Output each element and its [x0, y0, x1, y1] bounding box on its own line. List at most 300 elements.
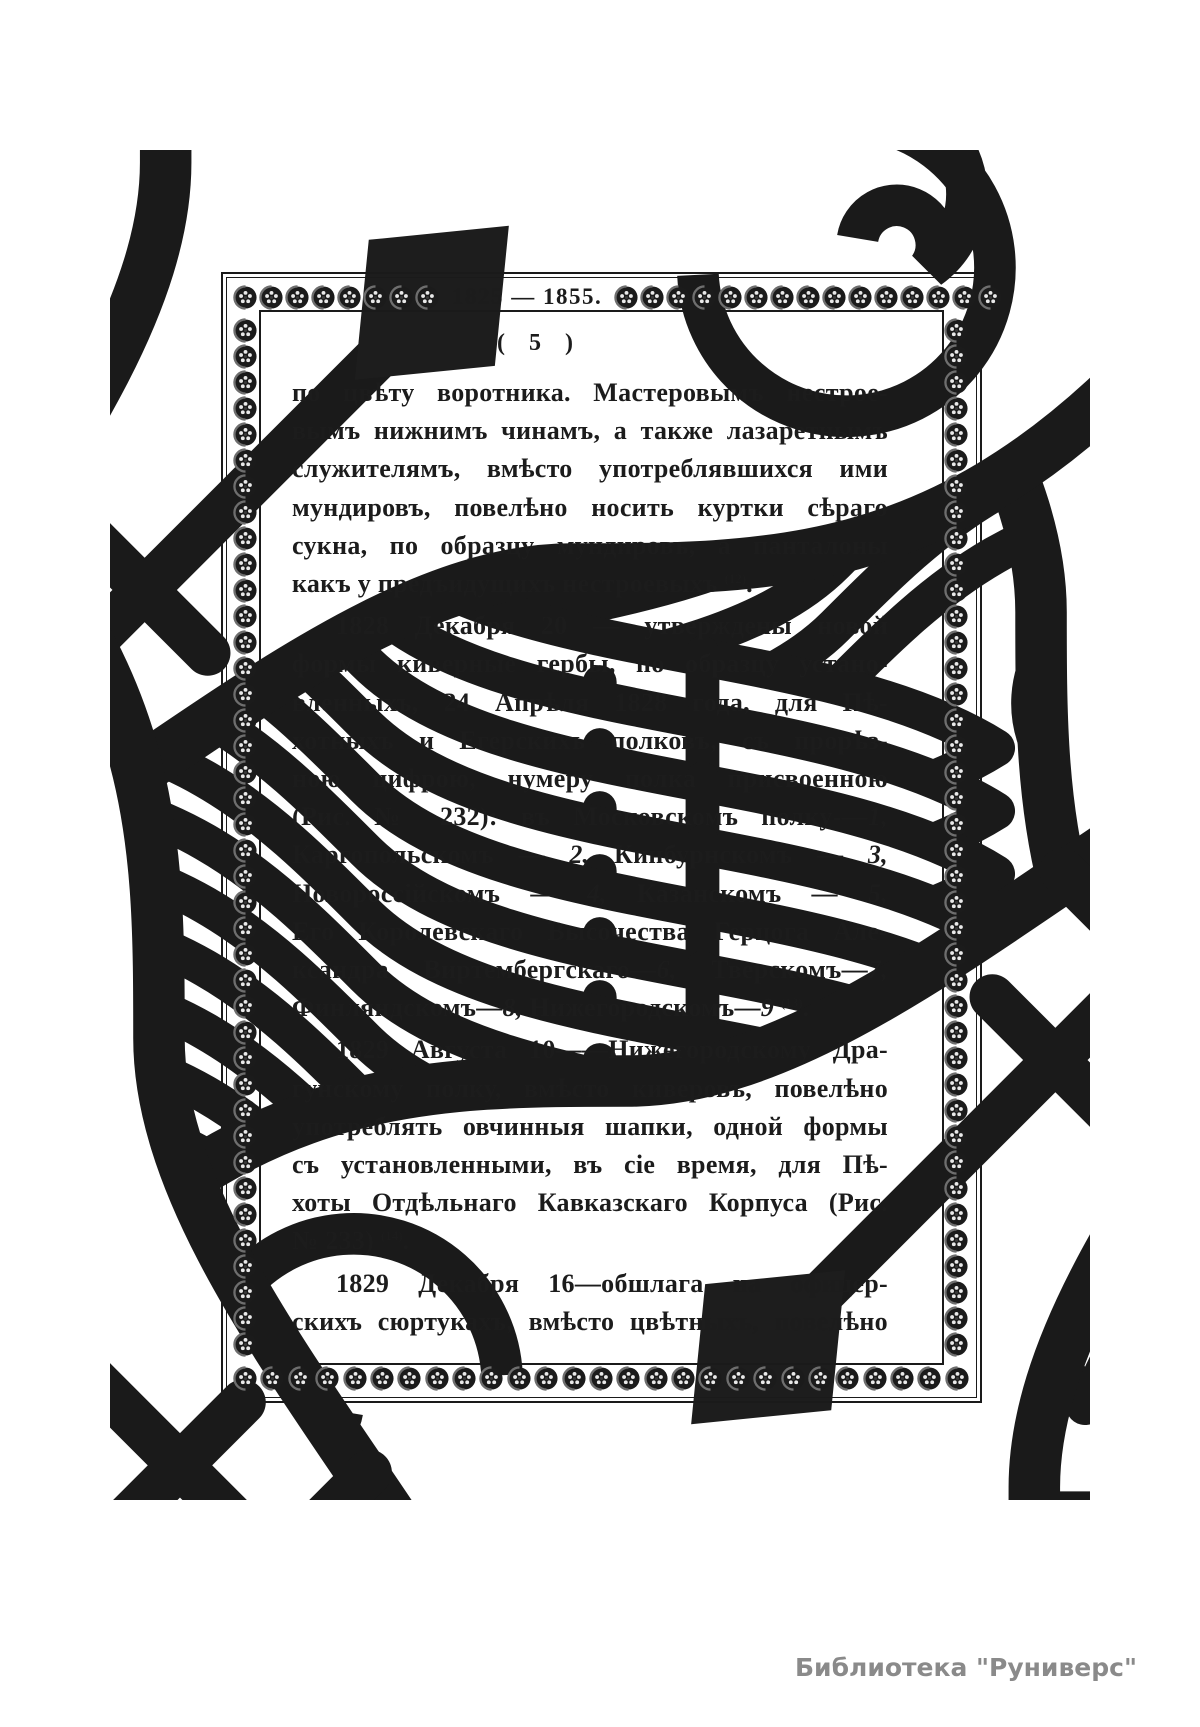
rosette-icon	[944, 500, 969, 525]
text-run: Кинбурнскомъ —	[589, 840, 868, 870]
rosette-icon	[233, 1046, 258, 1071]
rosette-icon	[809, 1367, 831, 1389]
rosette-icon	[945, 475, 967, 497]
text-line	[292, 527, 888, 565]
rosette-icon	[850, 286, 872, 308]
rosette-icon	[945, 995, 967, 1017]
rosette-icon	[945, 1203, 967, 1225]
text-line	[292, 798, 888, 836]
rosette-icon	[808, 1366, 833, 1391]
text-line	[292, 684, 888, 722]
rosette-icon	[234, 1367, 256, 1389]
text-line	[292, 722, 888, 760]
rosette-icon	[944, 552, 969, 577]
rosette-column	[944, 318, 970, 1357]
rosette-icon	[481, 1367, 503, 1389]
rosette-icon	[233, 1228, 258, 1253]
rosette-icon	[234, 761, 256, 783]
rosette-icon	[234, 371, 256, 393]
text-run: 3,	[867, 840, 888, 870]
text-line	[292, 1070, 888, 1108]
rosette-group-right-of-date	[614, 285, 1003, 310]
rosette-icon	[234, 839, 256, 861]
rosette-icon	[233, 474, 258, 499]
rosette-icon	[233, 1202, 258, 1227]
rosette-icon	[233, 786, 258, 811]
rosette-icon	[944, 344, 969, 369]
rosette-icon	[233, 708, 258, 733]
rosette-icon	[233, 864, 258, 889]
text-run: мундировъ, повелѣно носить куртки сѣраго	[292, 492, 888, 522]
rosette-icon	[945, 865, 967, 887]
text-line	[292, 1184, 888, 1222]
text-line	[292, 951, 888, 989]
text-run: какъ у предъидущихъ нестроевыхъ	[292, 569, 725, 599]
text-line	[292, 1031, 888, 1069]
rosette-icon	[666, 285, 691, 310]
text-line	[292, 1265, 888, 1303]
rosette-icon	[863, 1366, 888, 1391]
rosette-icon	[233, 396, 258, 421]
rosette-icon	[234, 709, 256, 731]
rosette-icon	[370, 1366, 395, 1391]
text-run: Новороссійскомъ —	[292, 878, 587, 908]
rosette-icon	[822, 285, 847, 310]
rosette-icon	[399, 1367, 421, 1389]
rosette-icon	[234, 995, 256, 1017]
rosette-icon	[945, 527, 967, 549]
rosette-icon	[944, 526, 969, 551]
rosette-icon	[233, 1020, 258, 1045]
rosette-icon	[945, 839, 967, 861]
rosette-band-left	[233, 318, 259, 1357]
rosette-icon	[234, 1047, 256, 1069]
rosette-icon	[900, 285, 925, 310]
text-run: вымъ нижнимъ чинамъ, а также лазаретнымъ	[292, 416, 888, 446]
rosette-icon	[233, 500, 258, 525]
rosette-icon	[944, 812, 969, 837]
date-range-header: 1825 — 1855.	[452, 284, 603, 309]
rosette-icon	[945, 1255, 967, 1277]
rosette-icon	[616, 1366, 641, 1391]
text-run: 1828 Декабря 20 — утверждены новой	[336, 611, 888, 641]
text-line	[292, 607, 888, 645]
rosette-icon	[945, 1177, 967, 1199]
rosette-icon	[234, 1333, 256, 1355]
rosette-icon	[864, 1367, 886, 1389]
text-run: .	[802, 993, 810, 1023]
rosette-icon	[945, 761, 967, 783]
rosette-icon	[312, 286, 334, 308]
rosette-icon	[944, 994, 969, 1019]
rosette-icon	[285, 285, 310, 310]
rosette-icon	[944, 1150, 969, 1175]
rosette-icon	[946, 1367, 968, 1389]
rosette-icon	[233, 734, 258, 759]
text-line	[292, 450, 888, 488]
rosette-icon	[234, 657, 256, 679]
rosette-icon	[233, 682, 258, 707]
rosette-icon	[234, 527, 256, 549]
rosette-icon	[618, 1367, 640, 1389]
rosette-icon	[944, 864, 969, 889]
rosette-icon	[944, 396, 969, 421]
rosette-icon	[944, 1228, 969, 1253]
rosette-icon	[945, 813, 967, 835]
rosette-icon	[397, 1366, 422, 1391]
rosette-icon	[642, 286, 664, 308]
paragraph	[292, 1265, 888, 1341]
rosette-icon	[671, 1366, 696, 1391]
rosette-icon	[234, 1073, 256, 1095]
text-line	[292, 989, 888, 1031]
rosette-icon	[668, 286, 690, 308]
text-run: гунскому полку, вмѣсто киверовъ, повелѣно	[292, 1073, 888, 1103]
rosette-icon	[945, 657, 967, 679]
paragraph	[292, 607, 888, 1031]
text-line	[292, 374, 888, 412]
text-run: 4,	[586, 878, 607, 908]
rosette-icon	[945, 917, 967, 939]
rosette-icon	[426, 1367, 448, 1389]
rosette-icon	[945, 579, 967, 601]
rosette-icon	[234, 1229, 256, 1251]
text-line	[292, 1146, 888, 1184]
rosette-icon	[919, 1367, 941, 1389]
rosette-icon	[233, 942, 258, 967]
rosette-icon	[928, 286, 950, 308]
rosette-icon	[891, 1367, 913, 1389]
rosette-icon	[233, 422, 258, 447]
rosette-icon	[944, 734, 969, 759]
text-run: 1829 Августа 10——Нижегородскому Дра-	[336, 1035, 888, 1065]
rosette-icon	[944, 1098, 969, 1123]
rosette-icon	[233, 1124, 258, 1149]
text-line	[292, 565, 888, 607]
rosette-icon	[589, 1366, 614, 1391]
rosette-icon	[233, 1332, 258, 1357]
rosette-icon	[233, 1254, 258, 1279]
rosette-icon	[286, 286, 308, 308]
text-run: употреблять овчинныя шапки, одной формы	[292, 1111, 888, 1141]
rosette-icon	[234, 397, 256, 419]
rosette-icon	[718, 285, 743, 310]
rosette-icon	[796, 285, 821, 310]
rosette-band-right	[944, 318, 970, 1357]
rosette-icon	[234, 1021, 256, 1043]
rosette-band-top	[233, 284, 970, 310]
rosette-icon	[944, 1176, 969, 1201]
rosette-icon	[507, 1366, 532, 1391]
rosette-icon	[945, 553, 967, 575]
rosette-icon	[944, 708, 969, 733]
rosette-icon	[233, 1280, 258, 1305]
rosette-icon	[952, 285, 977, 310]
rosette-icon	[944, 1020, 969, 1045]
rosette-icon	[260, 286, 282, 308]
text-line	[292, 1222, 888, 1264]
text-run: Каргопольскомъ —	[292, 840, 570, 870]
rosette-icon	[954, 286, 976, 308]
text-run: Финляндскомъ—	[292, 993, 503, 1023]
text-run: Тверскомъ—	[676, 955, 868, 985]
rosette-icon	[234, 631, 256, 653]
rosette-icon	[233, 318, 258, 343]
rosette-icon	[234, 1177, 256, 1199]
text-run: хотныхъ и Егерскихъ полковъ, съ прорѣз-	[292, 725, 888, 755]
rosette-icon	[945, 1047, 967, 1069]
rosette-icon	[848, 285, 873, 310]
rosette-icon	[233, 1366, 258, 1391]
rosette-icon	[534, 1366, 559, 1391]
text-line	[292, 875, 888, 913]
rosette-icon	[233, 890, 258, 915]
text-run: Казанскомъ —	[606, 878, 868, 908]
rosette-icon	[233, 630, 258, 655]
rosette-icon	[363, 285, 388, 310]
rosette-icon	[234, 1255, 256, 1277]
rosette-icon	[944, 890, 969, 915]
rosette-icon	[746, 286, 768, 308]
text-line	[292, 1108, 888, 1146]
rosette-icon	[944, 448, 969, 473]
rosette-icon	[945, 371, 967, 393]
rosette-icon	[926, 285, 951, 310]
rosette-icon	[944, 916, 969, 941]
rosette-icon	[234, 1125, 256, 1147]
rosette-icon	[234, 475, 256, 497]
rosette-icon	[262, 1367, 284, 1389]
rosette-icon	[234, 605, 256, 627]
rosette-icon	[944, 1254, 969, 1279]
text-run: ксандра Виртембергскаго—	[292, 955, 657, 985]
text-run: 2,	[569, 840, 590, 870]
text-line	[292, 913, 888, 951]
rosette-icon	[644, 1366, 669, 1391]
rosette-icon	[945, 1125, 967, 1147]
text-run: служителямъ, вмѣсто употреблявшихся ими	[292, 454, 888, 484]
rosette-icon	[616, 286, 638, 308]
text-run	[774, 993, 781, 1022]
rosette-icon	[944, 682, 969, 707]
paragraph	[292, 374, 888, 607]
rosette-icon	[234, 286, 256, 308]
rosette-icon	[945, 345, 967, 367]
text-line	[292, 489, 888, 527]
rosette-icon	[563, 1367, 585, 1389]
text-run: 8,	[502, 993, 523, 1023]
rosette-icon	[980, 286, 1002, 308]
rosette-icon	[945, 1099, 967, 1121]
rosette-icon	[233, 344, 258, 369]
rosette-icon	[944, 786, 969, 811]
text-run: (12)	[724, 571, 747, 587]
rosette-icon	[416, 286, 438, 308]
text-line	[292, 836, 888, 874]
rosette-icon	[315, 1366, 340, 1391]
rosette-icon	[945, 1229, 967, 1251]
rosette-icon	[234, 735, 256, 757]
library-watermark: Библиотека "Руниверс"	[795, 1653, 1137, 1682]
rosette-icon	[234, 917, 256, 939]
rosette-icon	[945, 735, 967, 757]
rosette-icon	[338, 286, 360, 308]
rosette-icon	[233, 578, 258, 603]
rosette-icon	[645, 1367, 667, 1389]
rosette-icon	[890, 1366, 915, 1391]
rosette-icon	[672, 1367, 694, 1389]
rosette-icon	[945, 683, 967, 705]
rosette-icon	[425, 1366, 450, 1391]
text-line	[292, 645, 888, 683]
text-run: по цвѣту воротника. Мастеровымъ нестрое-	[292, 378, 888, 407]
rosette-icon	[945, 709, 967, 731]
rosette-icon	[944, 630, 969, 655]
text-line	[292, 1303, 888, 1341]
rosette-icon	[744, 285, 769, 310]
text-run: Нижегородскомъ—	[522, 993, 761, 1023]
rosette-icon	[415, 285, 440, 310]
rosette-icon	[876, 286, 898, 308]
rosette-icon	[233, 370, 258, 395]
rosette-icon	[945, 319, 967, 341]
text-run: (Рис. № 232): въ Московскомъ полку-—	[292, 802, 868, 832]
rosette-icon	[945, 1281, 967, 1303]
rosette-icon	[944, 578, 969, 603]
text-run: съ установленными, въ сіе время, для Пѣ-	[292, 1150, 888, 1180]
rosette-icon	[233, 812, 258, 837]
rosette-icon	[944, 656, 969, 681]
rosette-icon	[233, 1072, 258, 1097]
rosette-icon	[944, 318, 969, 343]
rosette-icon	[234, 787, 256, 809]
rosette-icon	[562, 1366, 587, 1391]
rosette-icon	[945, 501, 967, 523]
rosette-icon	[233, 1098, 258, 1123]
text-run: № 233)	[292, 1226, 381, 1256]
rosette-icon	[727, 1367, 749, 1389]
rosette-icon	[234, 1099, 256, 1121]
rosette-icon	[944, 474, 969, 499]
rosette-icon	[944, 1124, 969, 1149]
rosette-icon	[234, 345, 256, 367]
rosette-icon	[753, 1366, 778, 1391]
rosette-icon	[782, 1367, 804, 1389]
rosette-icon	[233, 968, 258, 993]
rosette-icon	[945, 631, 967, 653]
rosette-icon	[590, 1367, 612, 1389]
rosette-icon	[944, 370, 969, 395]
rosette-icon	[452, 1366, 477, 1391]
text-run: формы киверные гербы, по образцу устано-	[292, 649, 888, 679]
rosette-icon	[944, 1072, 969, 1097]
text-run: сукна, по образцу мундировъ, а панталоны	[292, 530, 888, 560]
text-run: .	[402, 1226, 410, 1256]
rosette-icon	[233, 1306, 258, 1331]
rosette-icon	[944, 1332, 969, 1357]
text-run: 5,	[867, 878, 888, 908]
rosette-icon	[233, 838, 258, 863]
rosette-icon	[234, 1281, 256, 1303]
rosette-icon	[479, 1366, 504, 1391]
rosette-icon	[978, 285, 1003, 310]
rosette-icon	[233, 285, 258, 310]
rosette-icon	[945, 1333, 967, 1355]
rosette-icon	[781, 1366, 806, 1391]
rosette-icon	[390, 286, 412, 308]
rosette-icon	[233, 448, 258, 473]
rosette-icon	[835, 1366, 860, 1391]
rosette-icon	[344, 1367, 366, 1389]
rosette-icon	[233, 656, 258, 681]
rosette-icon	[700, 1367, 722, 1389]
rosette-column	[233, 318, 259, 1357]
rosette-icon	[945, 1366, 970, 1391]
rosette-icon	[389, 285, 414, 310]
rosette-icon	[720, 286, 742, 308]
text-run: .	[746, 569, 753, 599]
rosette-icon	[536, 1367, 558, 1389]
rosette-group-left-of-date	[233, 285, 440, 310]
text-run: 9	[760, 993, 775, 1023]
rosette-icon	[234, 553, 256, 575]
text-run: 6,	[656, 955, 677, 985]
rosette-icon	[614, 285, 639, 310]
text-run: (13)	[780, 995, 803, 1011]
rosette-icon	[640, 285, 665, 310]
rosette-icon	[902, 286, 924, 308]
rosette-icon	[364, 286, 386, 308]
rosette-icon	[944, 838, 969, 863]
rosette-icon	[837, 1367, 859, 1389]
rosette-icon	[233, 604, 258, 629]
rosette-band-bottom	[233, 1365, 970, 1391]
rosette-icon	[453, 1367, 475, 1389]
rosette-icon	[259, 285, 284, 310]
rosette-icon	[234, 891, 256, 913]
text-run: 1829 Декабря 16—обшлага на офицер-	[336, 1268, 888, 1298]
rosette-icon	[945, 943, 967, 965]
rosette-icon	[945, 969, 967, 991]
rosette-icon	[944, 760, 969, 785]
rosette-icon	[874, 285, 899, 310]
rosette-icon	[234, 579, 256, 601]
rosette-icon	[234, 319, 256, 341]
rosette-icon	[233, 760, 258, 785]
rosette-icon	[945, 1021, 967, 1043]
rosette-icon	[944, 1046, 969, 1071]
rosette-icon	[233, 1176, 258, 1201]
rosette-icon	[945, 605, 967, 627]
rosette-icon	[917, 1366, 942, 1391]
body-text	[292, 374, 888, 1341]
rosette-icon	[233, 994, 258, 1019]
rosette-icon	[755, 1367, 777, 1389]
rosette-icon	[234, 943, 256, 965]
rosette-icon	[798, 286, 820, 308]
rosette-icon	[234, 1203, 256, 1225]
rosette-icon	[944, 1202, 969, 1227]
rosette-icon	[945, 1151, 967, 1173]
rosette-icon	[233, 552, 258, 577]
rosette-icon	[234, 1307, 256, 1329]
rosette-icon	[234, 1151, 256, 1173]
rosette-icon	[371, 1367, 393, 1389]
rosette-icon	[944, 604, 969, 629]
text-run: ною цифрою, нумеру полка присвоенною	[292, 764, 888, 794]
rosette-icon	[311, 285, 336, 310]
rosette-icon	[234, 423, 256, 445]
